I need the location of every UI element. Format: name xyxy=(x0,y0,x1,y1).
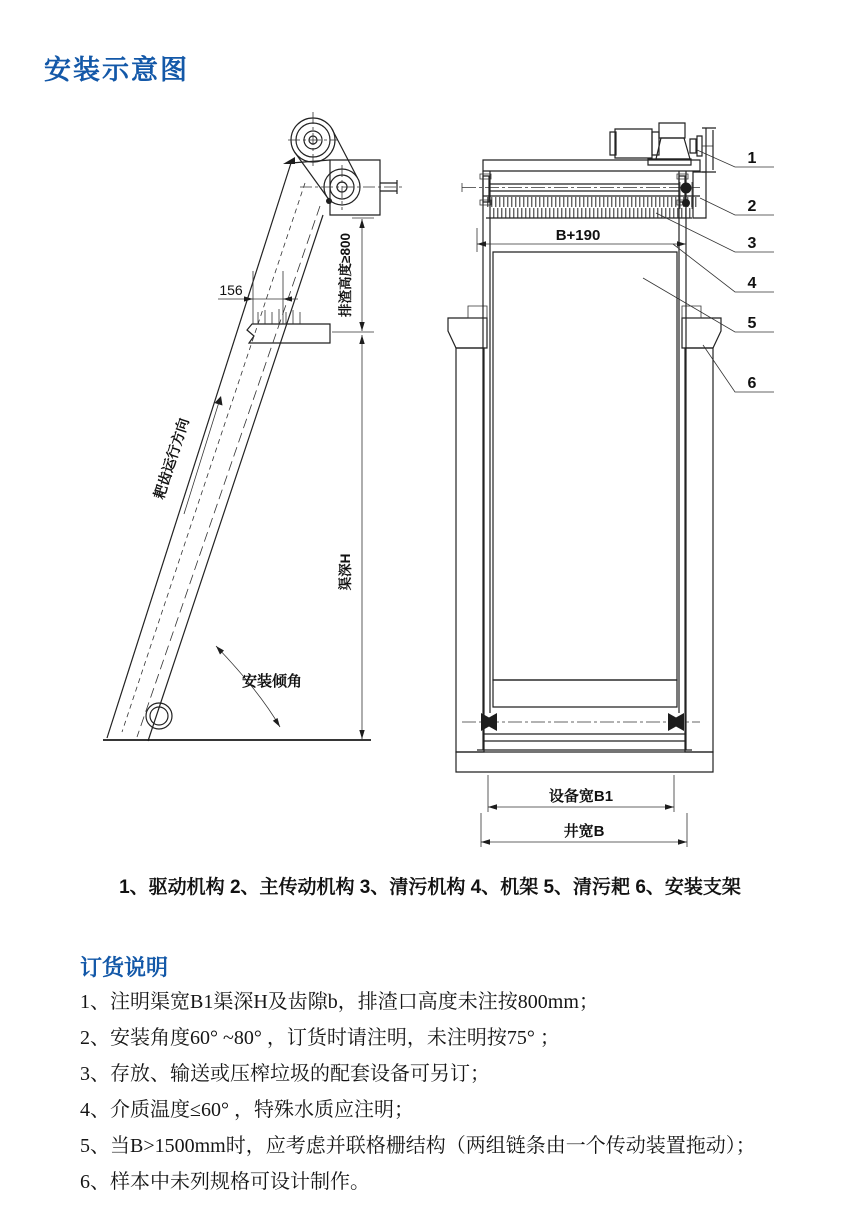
screen-grid xyxy=(493,252,677,680)
install-angle-label: 安装倾角 xyxy=(241,673,303,690)
callouts xyxy=(643,150,774,392)
discharge-height-label: 排渣高度≥800 xyxy=(338,233,353,317)
dim-b190-label: B+190 xyxy=(555,227,601,244)
rake-direction xyxy=(151,396,223,514)
comb-teeth xyxy=(483,196,700,218)
chain-path xyxy=(122,183,305,732)
note-item-1: 1、注明渠宽B1渠深H及齿隙b，排渣口高度未注按800mm； xyxy=(80,991,599,1013)
bottom-slats xyxy=(493,680,677,707)
dim-b190 xyxy=(477,227,686,252)
notes-heading: 订货说明 xyxy=(80,955,169,980)
dim-equipment-width xyxy=(488,775,674,812)
note-item-2: 2、安装角度60° ~80° ，订货时请注明，未注明按75° ； xyxy=(80,1027,560,1049)
equipment-width-label: 设备宽B1 xyxy=(548,788,614,805)
machine-frame xyxy=(477,160,700,750)
channel-depth-label: 渠深H xyxy=(338,553,353,591)
callout-4: 4 xyxy=(747,275,757,292)
diagram-caption: 1、驱动机构 2、主传动机构 3、清污机构 4、机架 5、清污耙 6、安装支架 xyxy=(119,877,741,898)
installation-diagram xyxy=(0,95,850,865)
dim-channel-depth xyxy=(337,335,365,739)
callout-5: 5 xyxy=(747,315,757,332)
chain-case xyxy=(693,172,706,218)
bottom-axle xyxy=(462,713,700,731)
front-view xyxy=(448,123,774,847)
callout-2: 2 xyxy=(747,198,757,215)
reducer xyxy=(659,123,685,138)
channel-walls xyxy=(448,306,721,772)
callout-1: 1 xyxy=(747,150,757,167)
discharge-platform xyxy=(247,324,330,343)
head-gearbox xyxy=(283,157,405,215)
side-view xyxy=(103,112,405,741)
well-width-label: 井宽B xyxy=(563,823,605,840)
note-item-6: 6、样本中未列规格可设计制作。 xyxy=(80,1171,370,1193)
page-title: 安装示意图 xyxy=(44,55,189,85)
note-item-5: 5、当B>1500mm时，应考虑并联格栅结构（两组链条由一个传动装置拖动）； xyxy=(80,1135,756,1157)
screen-frame-incline xyxy=(107,163,291,738)
install-angle xyxy=(216,646,302,727)
callout-6: 6 xyxy=(747,375,757,392)
dim-156-label: 156 xyxy=(219,282,243,298)
motor xyxy=(615,129,652,158)
note-item-4: 4、介质温度≤60° ，特殊水质应注明； xyxy=(80,1099,414,1121)
note-item-3: 3、存放、输送或压榨垃圾的配套设备可另订； xyxy=(80,1063,490,1085)
rake-direction-label: 耙齿运行方向 xyxy=(150,416,192,501)
ordering-notes xyxy=(80,992,825,1208)
dim-well-width xyxy=(481,813,687,847)
dim-discharge-height xyxy=(332,218,374,332)
callout-3: 3 xyxy=(747,235,757,252)
